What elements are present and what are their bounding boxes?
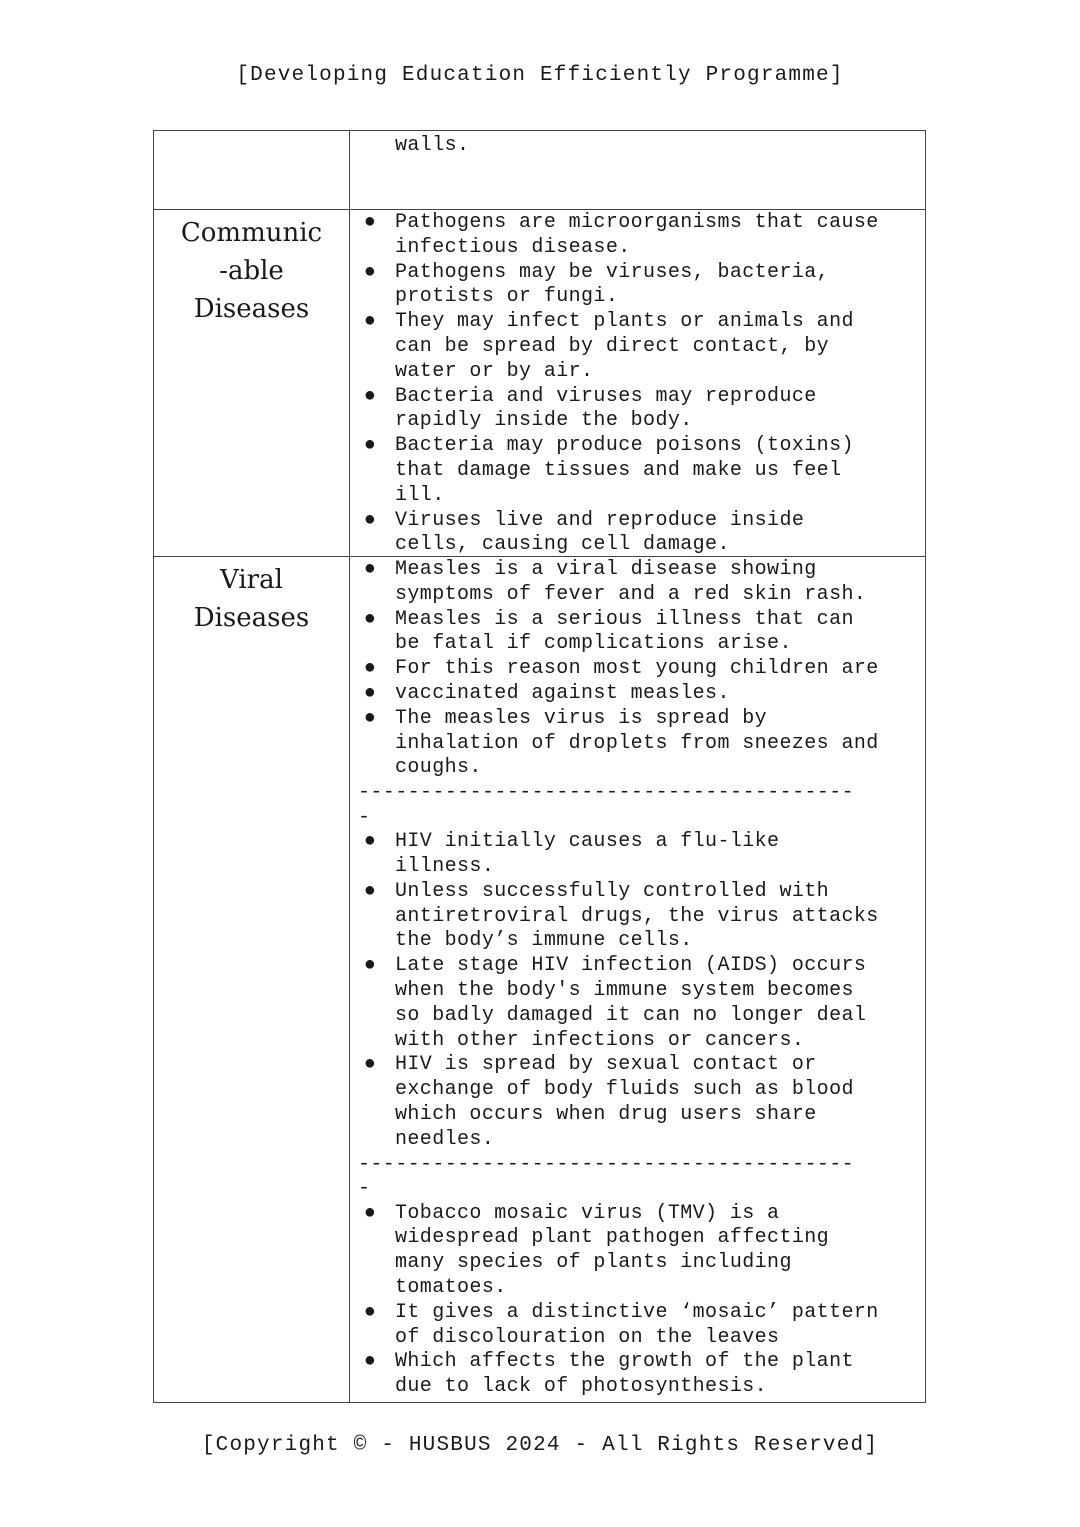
- bullet-item: [358, 954, 911, 1053]
- bullet-text: The measles virus is spread by inhalation of droplets from sneezes and coughs.: [395, 706, 879, 780]
- bullet-text: Late stage HIV infection (AIDS) occurs when the body's immune system becomes so badly damaged it can no longer deal with other infections or cancers.: [395, 954, 867, 1052]
- bullet-dot-icon: ●: [363, 657, 377, 681]
- bullet-dot-icon: ●: [363, 706, 377, 730]
- topic-communicable-diseases: Communic -able Diseases: [154, 210, 350, 556]
- communicable-bullet-list: [358, 211, 911, 558]
- topic-viral-diseases: Viral Diseases: [154, 557, 350, 1402]
- bullet-item: [358, 1350, 911, 1400]
- bullet-text: For this reason most young children are: [395, 657, 879, 681]
- bullet-text: vaccinated against measles.: [395, 681, 730, 705]
- bullet-dot-icon: ●: [363, 260, 377, 284]
- bullet-item: [358, 261, 911, 311]
- section-separator: ---------------------------------------- -: [358, 781, 855, 829]
- bullet-text: Measles is a viral disease showing symptoms of fever and a red skin rash.: [395, 558, 867, 606]
- bullet-text: It gives a distinctive ‘mosaic’ pattern of discolouration on the leaves: [395, 1300, 879, 1349]
- bullet-dot-icon: ●: [363, 1053, 377, 1077]
- bullet-item: [358, 707, 911, 781]
- topic-cell: [154, 131, 350, 209]
- section-separator: ---------------------------------------- -: [358, 1152, 855, 1201]
- hiv-bullet-list: [358, 830, 911, 1152]
- bullet-item: [358, 608, 911, 658]
- bullet-dot-icon: ●: [363, 1201, 377, 1225]
- bullet-item: [358, 880, 911, 954]
- measles-bullet-list: [358, 558, 911, 781]
- table-row: [154, 131, 925, 209]
- bullet-item: [358, 434, 911, 508]
- table-row: [154, 556, 925, 1402]
- bullet-item: [358, 657, 911, 682]
- bullet-item: [358, 1202, 911, 1301]
- bullet-text: Tobacco mosaic virus (TMV) is a widespread plant pathogen affecting many species of plants including tomatoes.: [395, 1201, 830, 1299]
- bullet-text: Bacteria may produce poisons (toxins) that damage tissues and make us feel ill.: [395, 434, 854, 507]
- bullet-text: Bacteria and viruses may reproduce rapidly inside the body.: [395, 384, 817, 433]
- bullet-dot-icon: ●: [363, 830, 377, 854]
- continued-text: walls.: [395, 134, 470, 157]
- bullet-text: Pathogens may be viruses, bacteria, protists or fungi.: [395, 260, 830, 309]
- notes-table: [153, 130, 926, 1403]
- content-cell: [350, 210, 925, 556]
- bullet-dot-icon: ●: [363, 607, 377, 631]
- bullet-dot-icon: ●: [363, 954, 377, 978]
- tmv-bullet-list: [358, 1202, 911, 1400]
- bullet-text: Unless successfully controlled with antiretroviral drugs, the virus attacks the body’s immune cells.: [395, 879, 879, 953]
- bullet-dot-icon: ●: [363, 211, 377, 234]
- bullet-text: Measles is a serious illness that can be fatal if complications arise.: [395, 607, 854, 656]
- bullet-item: [358, 1301, 911, 1351]
- bullet-dot-icon: ●: [363, 879, 377, 903]
- bullet-text: Pathogens are microorganisms that cause infectious disease.: [395, 211, 879, 259]
- bullet-item: [358, 211, 911, 261]
- bullet-dot-icon: ●: [363, 1300, 377, 1324]
- bullet-item: [358, 1053, 911, 1152]
- bullet-item: [358, 509, 911, 559]
- bullet-item: [358, 830, 911, 880]
- bullet-text: Which affects the growth of the plant due to lack of photosynthesis.: [395, 1350, 854, 1399]
- bullet-text: HIV is spread by sexual contact or exchange of body fluids such as blood which occurs when drug users share needles.: [395, 1053, 854, 1151]
- bullet-dot-icon: ●: [363, 1350, 377, 1374]
- bullet-dot-icon: ●: [363, 681, 377, 705]
- content-cell: [350, 557, 925, 1402]
- bullet-item: [358, 682, 911, 707]
- bullet-dot-icon: ●: [363, 434, 377, 458]
- table-row: [154, 209, 925, 556]
- bullet-item: [358, 310, 911, 384]
- bullet-text: HIV initially causes a flu-like illness.: [395, 830, 780, 878]
- bullet-item: [358, 558, 911, 608]
- bullet-dot-icon: ●: [363, 310, 377, 334]
- page-footer: [Copyright © - HUSBUS 2024 - All Rights Reserved]: [201, 1434, 879, 1457]
- bullet-text: Viruses live and reproduce inside cells, causing cell damage.: [395, 508, 805, 557]
- bullet-text: They may infect plants or animals and can be spread by direct contact, by water or by air.: [395, 310, 854, 383]
- bullet-dot-icon: ●: [363, 558, 377, 581]
- page-header: [Developing Education Efficiently Programme]: [236, 64, 844, 87]
- bullet-dot-icon: ●: [363, 384, 377, 408]
- bullet-dot-icon: ●: [363, 508, 377, 532]
- bullet-item: [358, 385, 911, 435]
- content-cell: [350, 131, 925, 209]
